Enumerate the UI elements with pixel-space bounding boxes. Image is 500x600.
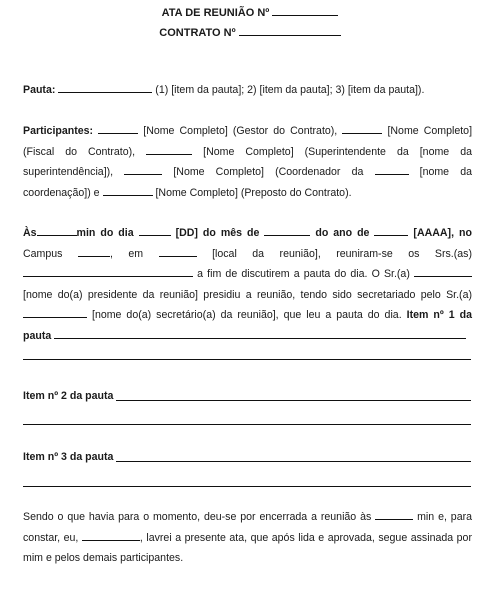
item2-continuation-rule[interactable] bbox=[23, 424, 471, 425]
pauta-label: Pauta: bbox=[23, 84, 56, 96]
pauta-text: (1) [item da pauta]; 2) [item da pauta]; 3) [item da pauta]). bbox=[155, 84, 425, 96]
contrato-title: CONTRATO Nº bbox=[159, 27, 236, 39]
participante-field-4[interactable] bbox=[124, 163, 162, 175]
presidente-text: [nome do(a) presidente da reunião] presidiu a reunião, tendo sido secretariado pelo Sr.(a) bbox=[23, 288, 472, 301]
min-do-dia-label: min do dia bbox=[76, 227, 134, 239]
encerramento-text-1: Sendo o que havia para o momento, deu-se por encerrada a reunião às bbox=[23, 511, 372, 523]
item3-field[interactable] bbox=[116, 450, 471, 462]
participantes-paragraph bbox=[23, 121, 472, 203]
participante-text-4: [Nome Completo] (Coordenador da bbox=[173, 166, 364, 178]
item2-field[interactable] bbox=[116, 389, 471, 401]
participante-text-6: [Nome Completo] (Preposto do Contrato). bbox=[155, 186, 352, 199]
aaaa-label: [AAAA], no bbox=[413, 227, 472, 239]
local-text: [local da reunião], reuniram-se os Srs.(as) bbox=[212, 247, 472, 260]
item3-continuation-rule[interactable] bbox=[23, 486, 471, 487]
participante-text-3: [Nome Completo] (Superintendente da [nome da superintendência]), bbox=[23, 145, 472, 178]
hora-field[interactable] bbox=[37, 224, 77, 236]
abertura-paragraph: Às min do dia [DD] do mês de do ano de [AAAA], no Campus , em [local da reunião], reuniram-se os Srs.(as) a fim de discutirem a pauta do dia. O Sr.(a) [nome do(a) presidente da reunião] presidiu a reunião, tendo sido secretariado pelo Sr.(a) [nome do(a) secretário(a) da reunião], que leu a pauta do dia. Item nº 1 da pauta bbox=[23, 223, 472, 346]
item2-line bbox=[23, 389, 471, 403]
secretario-field[interactable] bbox=[23, 306, 87, 318]
ata-title: ATA DE REUNIÃO Nº bbox=[161, 7, 270, 19]
contrato-number-field[interactable] bbox=[239, 24, 341, 36]
presidente-field[interactable] bbox=[414, 265, 472, 277]
item3-label: Item nº 3 da pauta bbox=[23, 451, 114, 463]
secretario-text: [nome do(a) secretário(a) da reunião], que leu a pauta do dia. bbox=[92, 309, 402, 321]
em-label: em bbox=[128, 247, 144, 260]
participante-field-6[interactable] bbox=[103, 184, 153, 196]
campus-label: Campus bbox=[23, 247, 63, 260]
dia-field[interactable] bbox=[139, 224, 171, 236]
ata-number-field[interactable] bbox=[272, 4, 338, 16]
item1-pauta-label: pauta bbox=[23, 329, 52, 342]
encerramento-text-3: , lavrei a presente ata, que após lida e aprovada, segue assinada por mim e pelos demais participantes. bbox=[23, 531, 472, 564]
contrato-title-line bbox=[0, 24, 500, 39]
hora-encerramento-field[interactable] bbox=[375, 508, 413, 520]
item1-label: Item nº 1 da bbox=[406, 309, 472, 321]
pauta-paragraph bbox=[23, 80, 472, 101]
participante-text-5: [nome da coordenação]) e bbox=[23, 166, 472, 199]
as-label: Às bbox=[23, 227, 37, 239]
mes-field[interactable] bbox=[264, 224, 310, 236]
srs-field[interactable] bbox=[23, 265, 193, 277]
fim-text: a fim de discutirem a pauta do dia. O Sr.(a) bbox=[197, 268, 410, 280]
ata-title-line bbox=[0, 4, 500, 19]
participante-text-2: [Nome Completo] (Fiscal do Contrato), bbox=[23, 125, 473, 158]
em-field[interactable] bbox=[159, 245, 197, 257]
participante-field-2[interactable] bbox=[342, 122, 382, 134]
mes-label: [DD] do mês de bbox=[175, 227, 260, 239]
redator-field[interactable] bbox=[82, 529, 140, 541]
item1-field[interactable] bbox=[54, 327, 466, 339]
item2-label: Item nº 2 da pauta bbox=[23, 390, 114, 402]
item1-continuation-rule[interactable] bbox=[23, 359, 471, 360]
participante-text-1: [Nome Completo] (Gestor do Contrato), bbox=[143, 125, 338, 137]
campus-field[interactable] bbox=[78, 245, 110, 257]
encerramento-paragraph bbox=[23, 507, 472, 569]
participantes-label: Participantes: bbox=[23, 125, 94, 137]
coordenacao-field[interactable] bbox=[375, 163, 409, 175]
ano-label: do ano de bbox=[315, 227, 370, 239]
encerramento-text-2: min e, para constar, eu, bbox=[23, 511, 473, 544]
participante-field-3[interactable] bbox=[146, 143, 192, 155]
pauta-field[interactable] bbox=[58, 81, 152, 93]
participante-field-1[interactable] bbox=[98, 122, 138, 134]
ano-field[interactable] bbox=[374, 224, 408, 236]
item3-line bbox=[23, 450, 471, 464]
